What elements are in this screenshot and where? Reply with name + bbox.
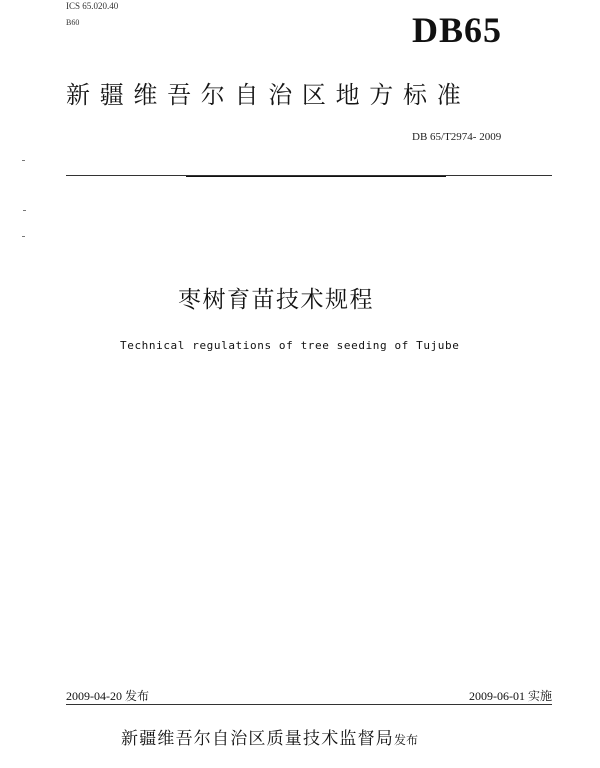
scan-mark [23,210,26,211]
ics-code: ICS 65.020.40 [66,1,119,11]
top-divider [66,175,552,176]
standard-number: DB 65/T2974- 2009 [412,131,502,143]
implementation-date: 2009-06-01 实施 [469,689,552,703]
scan-mark [22,160,25,161]
standard-logo: DB65 [412,10,503,50]
bottom-divider [66,704,552,705]
scan-mark [22,236,25,237]
issue-date: 2009-04-20 发布 [66,689,149,703]
standard-title-chinese: 枣树育苗技术规程 [178,287,374,313]
publisher-name: 新疆维吾尔自治区质量技术监督局 [121,729,394,749]
standard-type: 新疆维吾尔自治区地方标准 [66,81,471,109]
standard-title-english: Technical regulations of tree seeding of Tujube [120,339,460,352]
publisher-suffix: 发布 [394,733,419,747]
ccs-code: B60 [66,18,80,27]
publisher-line [121,727,418,752]
